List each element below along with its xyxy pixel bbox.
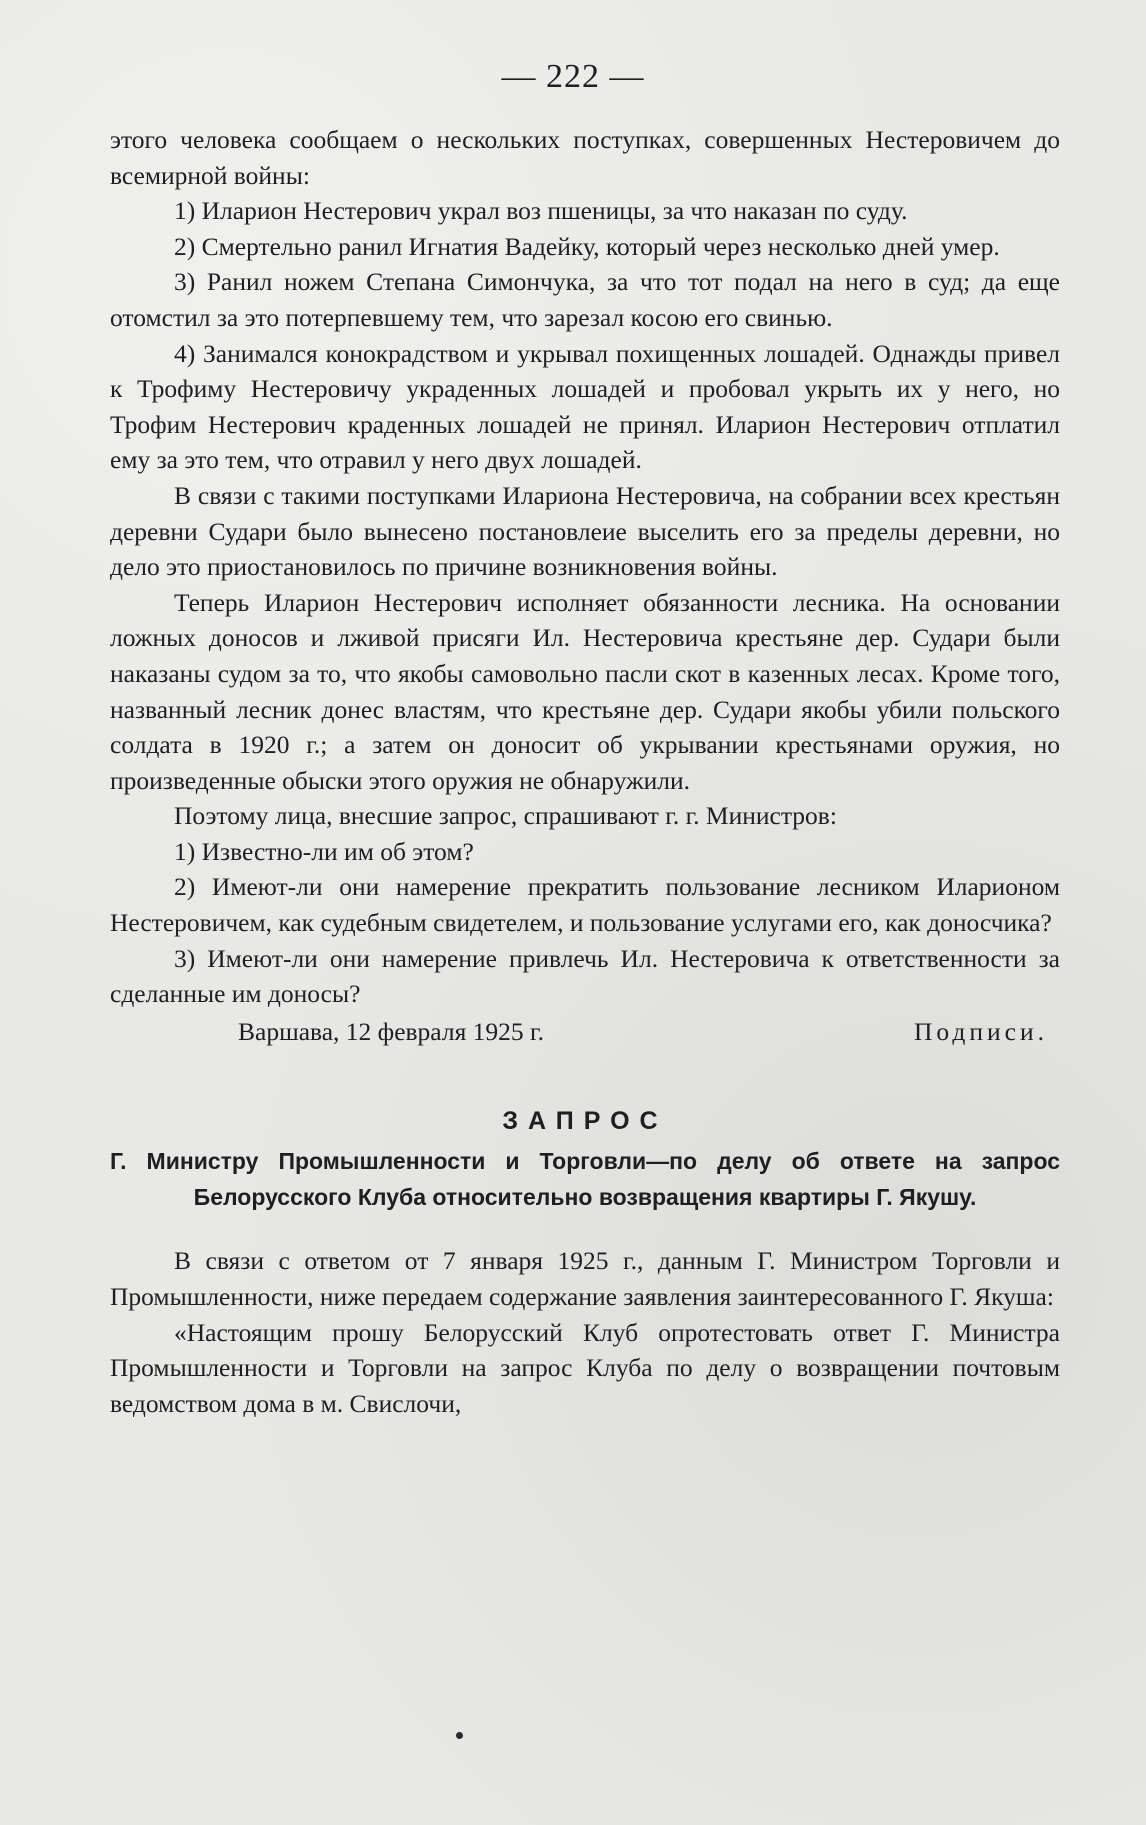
eviction-paragraph: В связи с такими поступками Илариона Нестеровича, на собрании всех крестьян деревни Судари было вынесено постановлеие выселить его за пределы деревни, но дело это приостановилось по причине возникновения войны. [110, 480, 1060, 582]
section-title: ЗАПРОС [502, 1107, 668, 1136]
print-dot-mark [456, 1732, 463, 1739]
place-date-row [110, 1014, 1060, 1050]
intro-paragraph: этого человека сообщаем о нескольких поступках, совершенных Нестеровичем до всемирной войны: [110, 125, 1060, 190]
page-number: — 222 — [501, 58, 645, 95]
question-item-3: 3) Имеют-ли они намерение привлечь Ил. Нестеровича к ответственности за сделанные им доносы? [110, 943, 1060, 1009]
offense-item-3: 3) Ранил ножем Степана Симончука, за что тот подал на него в суд; да еще отомстил за это потерпевшему тем, что зарезал косою его свинью. [110, 267, 1060, 332]
addressee-heading: Г. Министру Промышленности и Торговли—по делу об ответе на запрос Белорусского Клуба относительно возвращения квартиры Г. Якушу. [110, 1148, 1060, 1211]
quote-paragraph: «Настоящим прошу Белорусский Клуб опротестовать ответ Г. Министра Промышленности и Торговли на запрос Клуба по делу о возвращении почтовым ведомством дома в м. Свислочи, [110, 1317, 1060, 1418]
signatures: Подписи. [913, 1016, 1048, 1046]
question-item-1: 1) Известно-ли им об этом? [174, 836, 474, 866]
forester-paragraph: Теперь Иларион Нестерович исполняет обязанности лесника. На основании ложных доносов и лживой присяги Ил. Нестеровича крестьяне дер. Судари были наказаны судом за то, что якобы самовольно пасли скот в казенных лесах. Кроме того, названный лесник донес властям, что крестьяне дер. Судари якобы убили польского солдата в 1920 г.; а затем он доносит об укрывании крестьянами оружия, но произведенные обыски этого оружия не обнаружили. [110, 587, 1060, 795]
offense-item-4: 4) Занимался конокрадством и укрывал похищенных лошадей. Однажды привел к Трофиму Нестеровичу украденных лошадей и пробовал укрыть их у него, но Трофим Нестерович краденных лошадей не принял. Иларион Нестерович отплатил ему за это тем, что отравил у него двух лошадей. [110, 338, 1060, 475]
section-spacer [110, 1215, 1060, 1243]
question-item-2: 2) Имеют-ли они намерение прекратить пользование лесником Иларионом Нестеровичем, как судебным свидетелем, и пользование услугами его, как доносчика? [110, 872, 1060, 938]
question-intro: Поэтому лица, внесшие запрос, спрашивают г. г. Министров: [174, 801, 837, 831]
place-date: Варшава, 12 февраля 1925 г. [238, 1016, 545, 1046]
response-paragraph: В связи с ответом от 7 января 1925 г., данным Г. Министром Торговли и Промышленности, ниже передаем содержание заявления заинтересованного Г. Якуша: [110, 1246, 1060, 1312]
document-body [110, 122, 1060, 1421]
offense-item-2: 2) Смертельно ранил Игнатия Вадейку, который через несколько дней умер. [174, 231, 1000, 261]
offense-item-1: 1) Иларион Нестерович украл воз пшеницы, за что наказан по суду. [174, 196, 908, 226]
